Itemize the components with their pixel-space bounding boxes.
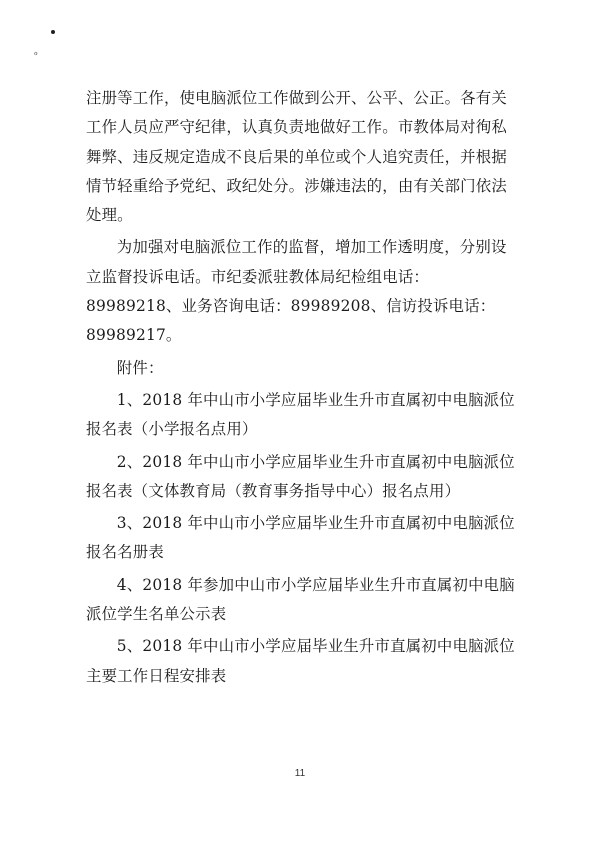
- scan-dot-mark: [51, 30, 55, 34]
- paragraph-supervision: 为加强对电脑派位工作的监督，增加工作透明度，分别设立监督投诉电话。市纪委派驻教体局纪检组电话：89989218、业务咨询电话：89989208、信访投诉电话：89989217。: [86, 238, 507, 345]
- attachment-item-4: 4、2018 年参加中山市小学应届毕业生升市直属初中电脑派位学生名单公示表: [86, 575, 515, 624]
- attachment-item-3: 3、2018 年中山市小学应届毕业生升市直属初中电脑派位报名名册表: [86, 514, 515, 562]
- paragraph-discipline: 注册等工作，使电脑派位工作做到公开、公平、公正。各有关工作人员应严守纪律，认真负责地做好工作。市教体局对徇私舞弊、违反规定造成不良后果的单位或个人追究责任，并根据情节轻重给予党纪、政纪处分。涉嫌违法的，由有关部门依法处理。: [86, 89, 507, 225]
- page-number: 11: [294, 768, 306, 779]
- attachment-item-5: 5、2018 年中山市小学应届毕业生升市直属初中电脑派位主要工作日程安排表: [86, 637, 515, 685]
- scan-tiny-mark: ℴ: [34, 48, 38, 57]
- attachments-label: 附件：: [116, 358, 164, 377]
- body-text: [86, 84, 522, 691]
- attachment-item-2: 2、2018 年中山市小学应届毕业生升市直属初中电脑派位报名表（文体教育局（教育事务指导中心）报名点用）: [86, 452, 515, 500]
- attachment-item-1: 1、2018 年中山市小学应届毕业生升市直属初中电脑派位报名表（小学报名点用）: [86, 390, 515, 439]
